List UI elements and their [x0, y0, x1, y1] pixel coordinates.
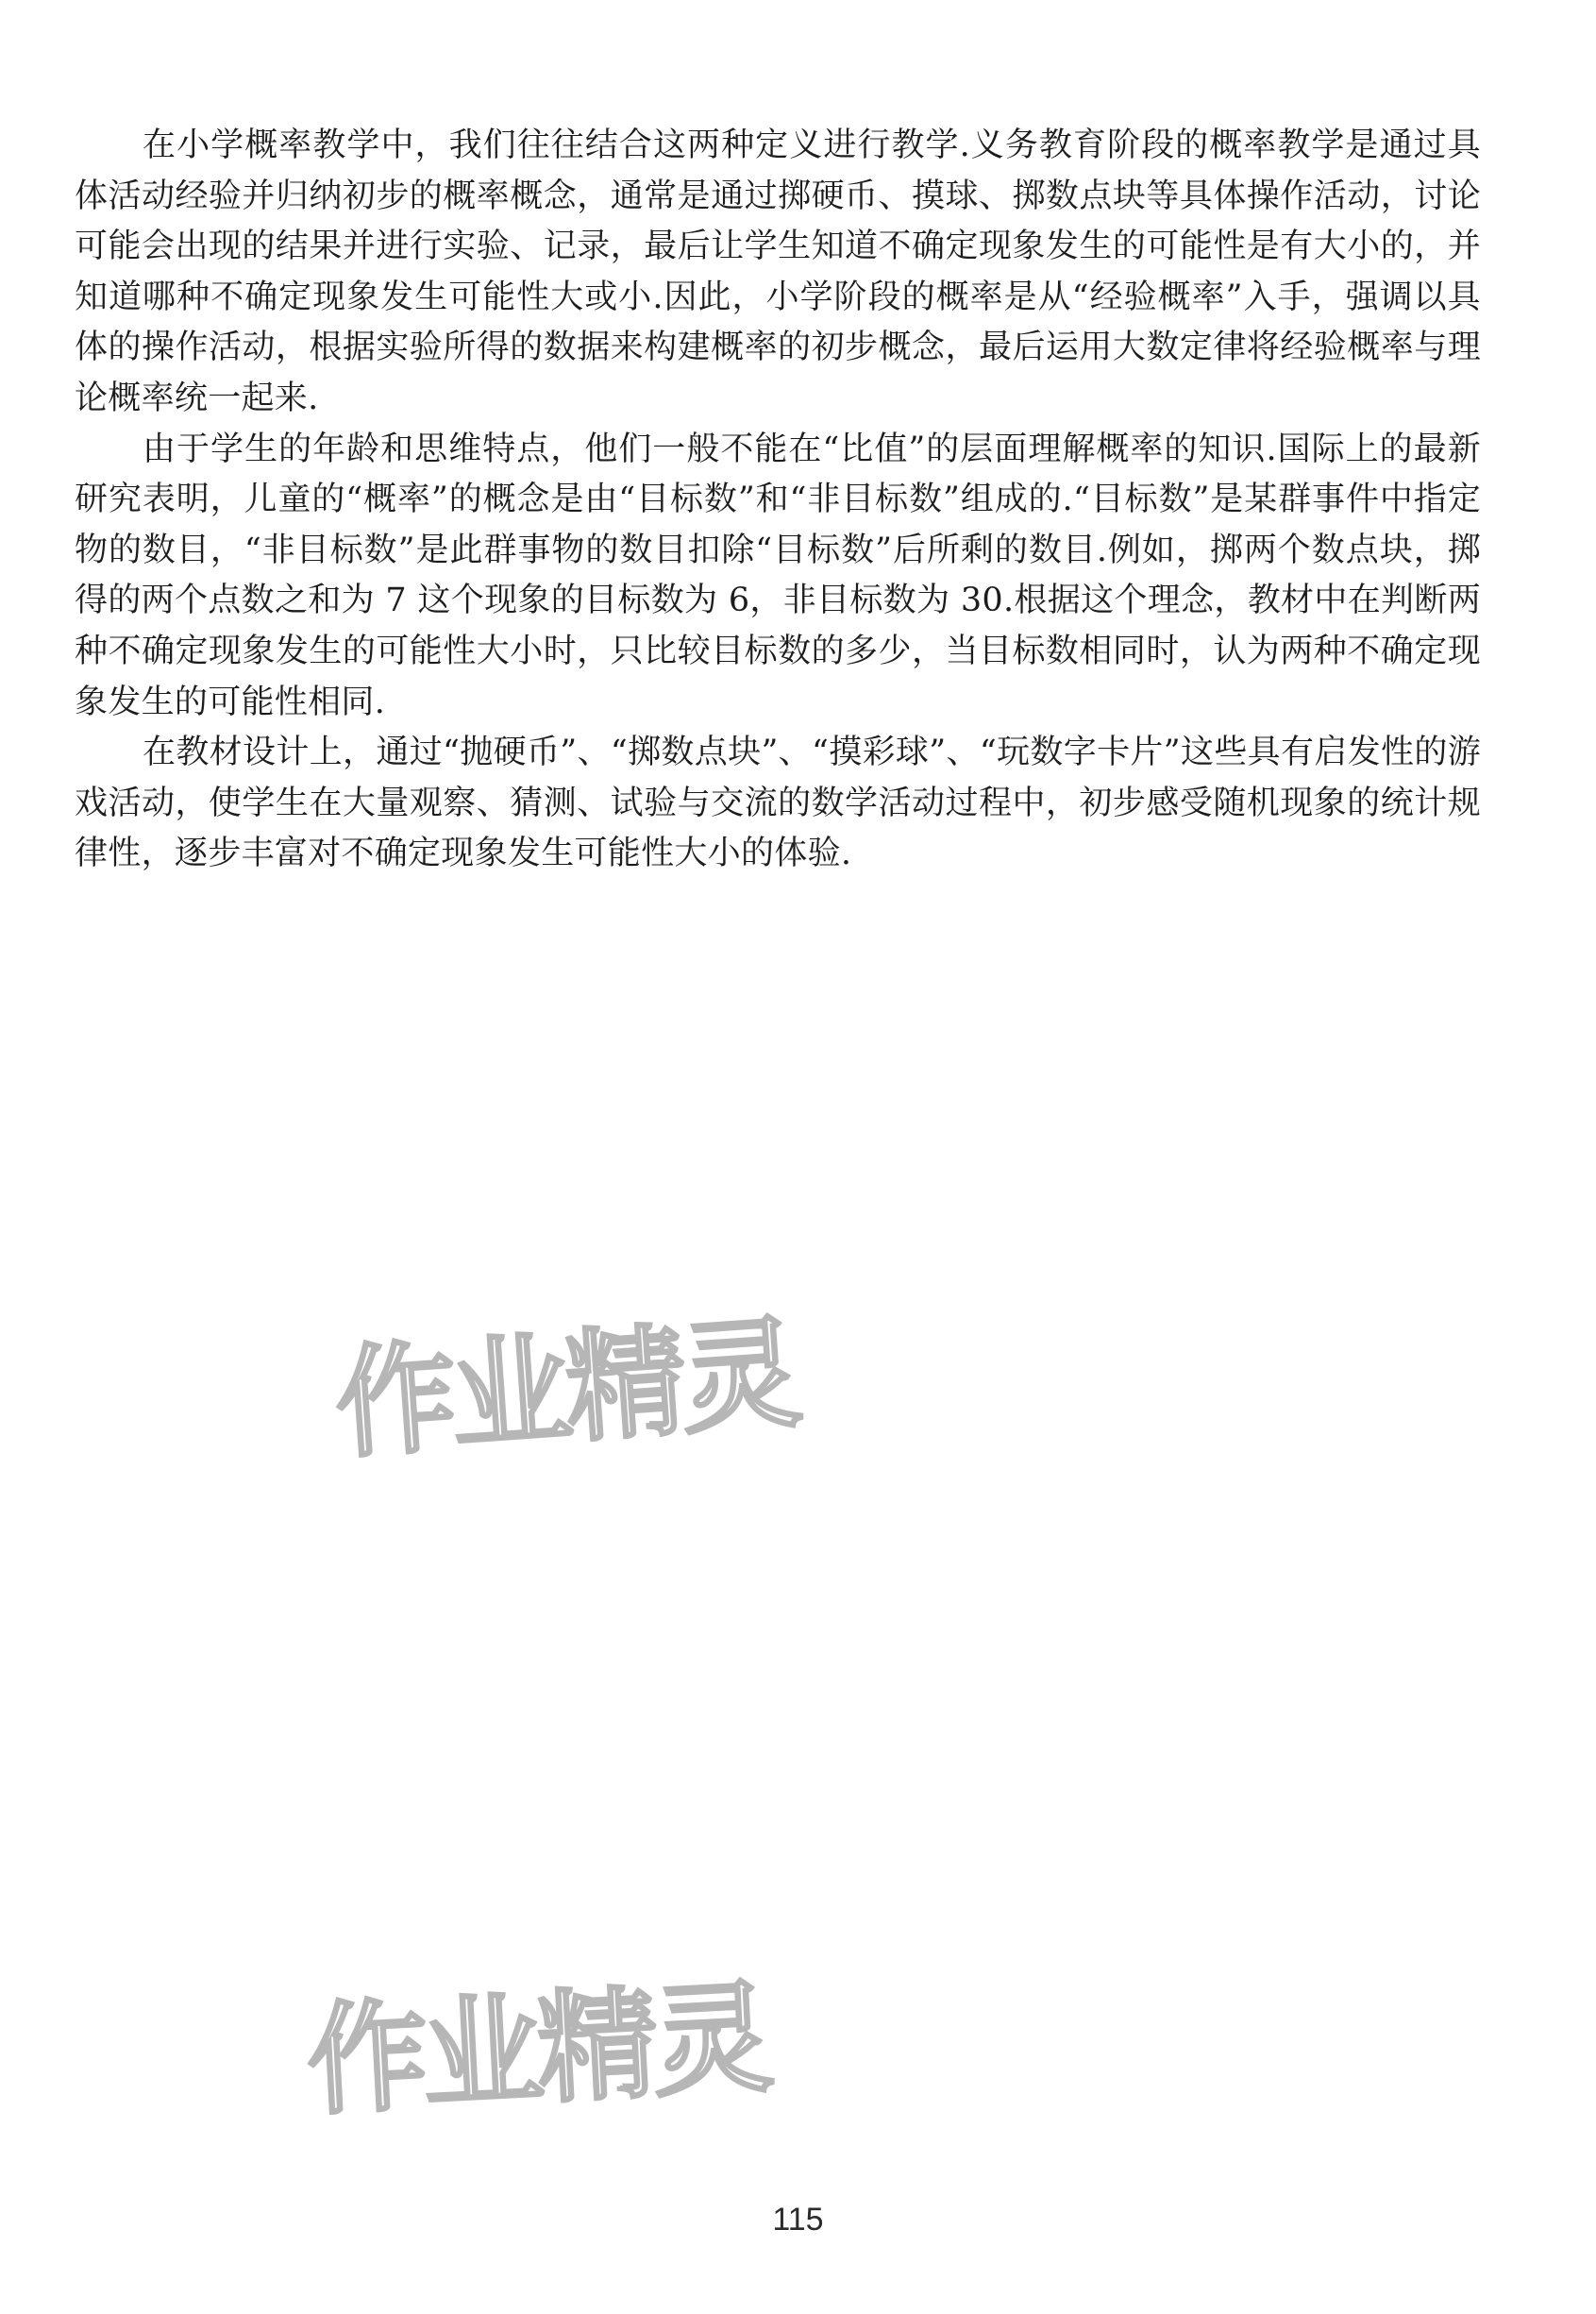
watermark-logo	[321, 1286, 822, 1480]
paragraph-3: 在教材设计上，通过“抛硬币”、“掷数点块”、“摸彩球”、“玩数字卡片”这些具有启发性的游戏活动，使学生在大量观察、猜测、试验与交流的数学活动过程中，初步感受随机现象的统计规律性，逐步丰富对不确定现象发生可能性大小的体验.	[75, 734, 1481, 873]
page-number: 115	[772, 2202, 824, 2238]
watermark-text: 作业精灵	[303, 1968, 771, 2133]
paragraph-1: 在小学概率教学中，我们往往结合这两种定义进行教学.义务教育阶段的概率教学是通过具体活动经验并归纳初步的概率概念，通常是通过掷硬币、摸球、掷数点块等具体操作活动，讨论可能会出现的结果并进行实验、记录，最后让学生知道不确定现象发生的可能性是有大小的，并知道哪种不确定现象发生可能性大或小.因此，小学阶段的概率是从“经验概率”入手，强调以具体的操作活动，根据实验所得的数据来构建概率的初步概念，最后运用大数定律将经验概率与理论概率统一起来.	[75, 127, 1481, 417]
paragraph-2: 由于学生的年龄和思维特点，他们一般不能在“比值”的层面理解概率的知识.国际上的最新研究表明，儿童的“概率”的概念是由“目标数”和“非目标数”组成的.“目标数”是某群事件中指定物的数目，“非目标数”是此群事物的数目扣除“目标数”后所剩的数目.例如，掷两个数点块，掷得的两个点数之和为 7 这个现象的目标数为 6，非目标数为 30.根据这个理念，教材中在判断两种不确定现象发生的可能性大小时，只比较目标数的多少，当目标数相同时，认为两种不确定现象发生的可能性相同.	[75, 430, 1481, 721]
watermark-logo	[294, 1951, 792, 2137]
watermark-text: 作业精灵	[330, 1303, 801, 1477]
body-text	[75, 121, 1481, 880]
